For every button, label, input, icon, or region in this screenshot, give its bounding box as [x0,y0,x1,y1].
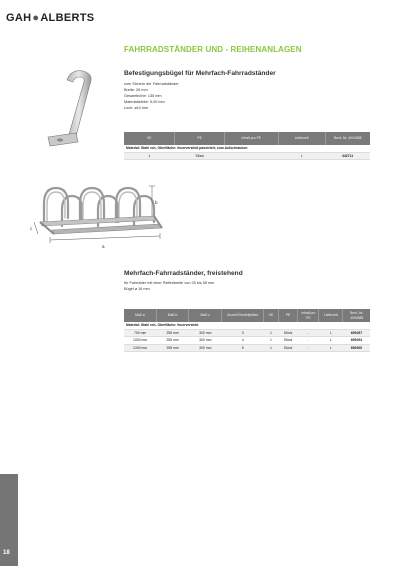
col-header: PE [278,309,298,322]
cell: Stück [278,344,298,352]
product2-title: Mehrfach-Fahrradständer, freistehend [124,270,243,277]
cell: 1000 mm [124,337,156,345]
cell [225,152,278,160]
material-text: Material: Stahl roh, Oberfläche: feuerverzinkt passiviert, zum Aufschrauben [124,145,370,152]
cell: - [298,337,319,345]
cell: 255 mm [156,329,189,337]
article-number: 442711 [325,152,370,160]
col-header: Inhalt pro PE [298,309,319,322]
cell: Stück [175,152,225,160]
cell: 300 mm [189,329,222,337]
col-header: Lieferzeit [278,132,325,145]
table-row [124,344,370,352]
col-header: VE [264,309,278,322]
article-number: 699287 [343,329,370,337]
material-row [124,322,370,329]
cell: 5 [222,344,264,352]
desc-line: Breite: 26 mm [124,88,148,92]
cell: 255 mm [156,344,189,352]
dimension-b-label: b [155,200,158,205]
desc-line: Bügel ⌀ 16 mm [124,287,150,291]
col-header: Inhalt pro PE [225,132,278,145]
brand-part2: ALBERTS [40,12,95,24]
cell: 300 mm [189,344,222,352]
table-row [124,329,370,337]
col-header: PE [175,132,225,145]
desc-line: Loch: ⌀10 mm [124,106,149,110]
cell: 1 [264,329,278,337]
desc-line: Gesamthöhe: 135 mm [124,94,162,98]
cell: 3 [222,329,264,337]
cell: 1 [264,344,278,352]
table-row [124,337,370,345]
article-number: 699300 [343,344,370,352]
cell: Stück [278,337,298,345]
cell: 255 mm [156,337,189,345]
cell: - [298,329,319,337]
mounting-bracket-image [40,66,115,151]
desc-line: für Fahrräder mit einer Reifenbreite von 25 bis 55 mm [124,281,215,285]
col-header: VE [124,132,175,145]
col-header: Maß a [124,309,156,322]
section-title: FAHRRADSTÄNDER UND - REIHENANLAGEN [124,45,302,54]
cell: L [319,344,343,352]
cell: Stück [278,329,298,337]
cell: - [298,344,319,352]
material-row [124,145,370,152]
col-header: Maß b [156,309,189,322]
dimension-a-label: a [102,244,105,249]
cell: L [319,337,343,345]
col-header: Maß c [189,309,222,322]
material-text: Material: Stahl roh, Oberfläche: feuerverzinkt [124,322,370,329]
col-header: Best.-Nr. 4004588 [325,132,370,145]
desc-line: zum Sichern der Fahrradständer [124,82,179,86]
col-header: Best.-Nr. 4004588 [343,309,370,322]
cell: 1 [124,152,175,160]
col-header: Lieferzeit [319,309,343,322]
brand-logo [6,12,94,24]
product1-description [124,81,179,111]
cell: 1 [264,337,278,345]
cell: 700 mm [124,329,156,337]
table-row [124,152,370,160]
cell: 300 mm [189,337,222,345]
cell: 1300 mm [124,344,156,352]
product2-spec-table [124,309,370,352]
article-number: 699294 [343,337,370,345]
logo-separator: ● [32,12,40,24]
dimension-c-label: c [30,226,33,231]
table-header-row [124,132,370,145]
product1-title: Befestigungsbügel für Mehrfach-Fahrradständer [124,70,276,77]
product1-spec-table [124,132,370,160]
cell: 4 [222,337,264,345]
desc-line: Materialstärke: 5,00 mm [124,100,165,104]
page-number: 18 [3,550,10,556]
brand-part1: GAH [6,12,32,24]
cell: L [319,329,343,337]
product2-description [124,280,214,292]
table-header-row [124,309,370,322]
col-header: Anzahl Einstellplätze [222,309,264,322]
bike-rack-image [30,178,170,256]
cell: L [278,152,325,160]
